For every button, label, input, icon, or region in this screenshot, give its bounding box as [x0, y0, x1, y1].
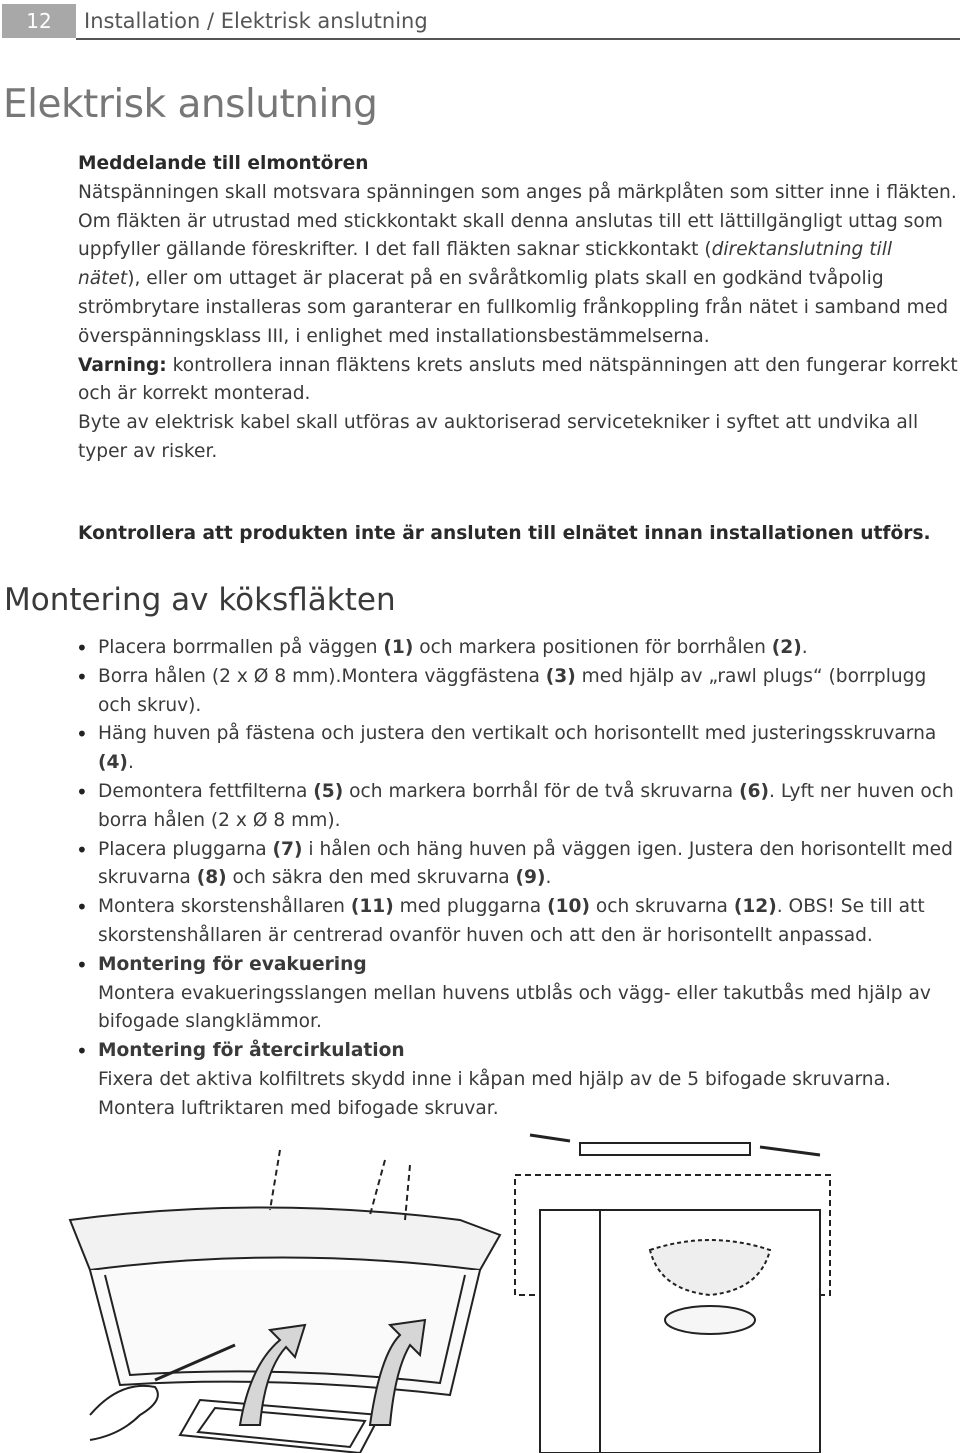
check-disconnected-line: Kontrollera att produkten inte är ansluten till elnätet innan installationen utförs.: [78, 523, 931, 544]
warning-text: kontrollera innan fläktens krets ansluts med nätspänningen att den fungerar korrekt och är korrekt monterad.: [78, 354, 958, 405]
list-item: • Placera borrmallen på väggen (1) och markera positionen för borrhålen (2).: [76, 634, 956, 663]
list-item: • Montera skorstenshållaren (11) med pluggarna (10) och skruvarna (12). OBS! Se till att skorstenshållaren är centrerad ovanför huven och att den är horisontellt anpassad.: [76, 893, 956, 951]
page-header: [0, 0, 960, 44]
notice-paragraph: [78, 179, 958, 352]
notice-text-part2: ), eller om uttaget är placerat på en svåråtkomlig plats skall en godkänd tvåpolig strömbrytare installeras som garanterar en fullkomlig frånkoppling från nätet i samband med överspänningsklass III, i enlighet med installationsbestämmelserna.: [78, 268, 949, 347]
header-title: Installation / Elektrisk anslutning: [84, 9, 428, 33]
list-item: • Placera pluggarna (7) i hålen och häng huven på väggen igen. Justera den horisontellt med skruvarna (8) och säkra den med skruvarna (9).: [76, 836, 956, 894]
cable-paragraph: Byte av elektrisk kabel skall utföras av auktoriserad servicetekniker i syftet att undvika all typer av risker.: [78, 412, 919, 462]
list-item: • Montering för evakuering Montera evakueringsslangen mellan huvens utblås och vägg- eller takutbås med hjälp av bifogade slangklämmor.: [76, 951, 956, 1037]
recirculation-heading: Montering för återcirkulation: [98, 1040, 405, 1062]
chimney-drawing: [515, 1135, 830, 1453]
list-item: • Borra hålen (2 x Ø 8 mm).Montera väggfästena (3) med hjälp av „rawl plugs“ (borrplugg och skruv).: [76, 663, 956, 721]
page-number: 12: [2, 4, 76, 38]
header-divider: [76, 38, 960, 40]
notice-text-part1: Nätspänningen skall motsvara spänningen som anges på märkplåten som sitter inne i fläkten. Om fläkten är utrustad med stickkontakt skall denna anslutas till ett lättillgängligt uttag som uppfyller gällande föreskrifter. I det fall fläkten saknar stickkontakt (: [78, 181, 957, 261]
electrical-section: [78, 150, 958, 467]
notice-text-italic: direktanslutning till nätet: [78, 239, 893, 290]
section-title-electrical: Elektrisk anslutning: [3, 82, 378, 127]
notice-heading: Meddelande till elmontören: [78, 153, 369, 174]
installation-illustration: [60, 1125, 960, 1453]
list-item: • Demontera fettfilterna (5) och markera borrhål för de två skruvarna (6). Lyft ner huven och borra hålen (2 x Ø 8 mm).: [76, 778, 956, 836]
section-title-mounting: Montering av köksfläkten: [4, 582, 396, 618]
list-item: • Montering för återcirkulation Fixera det aktiva kolfiltrets skydd inne i kåpan med hjälp av de 5 bifogade skruvarna. Montera luftriktaren med bifogade skruvar.: [76, 1037, 956, 1123]
warning-paragraph: [78, 352, 958, 410]
warning-label: Varning:: [78, 354, 167, 376]
mounting-steps-list: [76, 634, 956, 1124]
hood-drawing: [70, 1150, 500, 1453]
list-item: • Häng huven på fästena och justera den vertikalt och horisontellt med justeringsskruvarna (4).: [76, 720, 956, 778]
evacuation-heading: Montering för evakuering: [98, 953, 367, 975]
